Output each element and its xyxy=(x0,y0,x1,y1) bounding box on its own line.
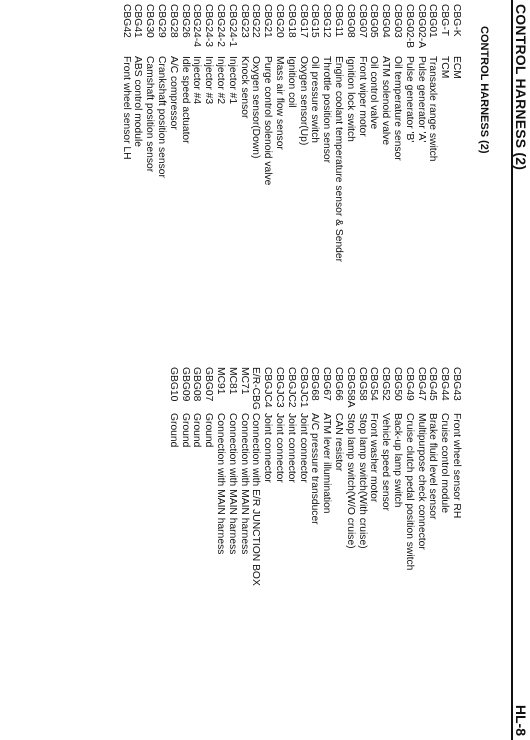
connector-description: Joint connector xyxy=(297,413,309,483)
connector-description: CAN resistor xyxy=(333,413,345,472)
connector-row xyxy=(297,4,309,344)
connector-code: CBGJC2 xyxy=(285,367,297,408)
connector-description: Engine coolant temperature sensor & Sender xyxy=(333,56,345,263)
connector-row xyxy=(450,4,462,344)
connector-description: Oil temperature sensor xyxy=(392,56,404,161)
connector-description: Front wheel sensor LH xyxy=(120,56,132,160)
connector-row xyxy=(450,367,462,737)
connector-row xyxy=(285,367,297,737)
connector-code: CBG44 xyxy=(439,367,451,401)
connector-description: ECM xyxy=(451,56,462,79)
connector-description: Throttle position sensor xyxy=(321,56,333,164)
connector-code: CBG12 xyxy=(321,4,333,38)
connector-row xyxy=(438,4,450,344)
connector-code: CBG30 xyxy=(144,4,156,38)
connector-description: Stop lamp switch(W/O cruise) xyxy=(344,413,356,549)
connector-row xyxy=(250,4,262,344)
connector-row xyxy=(297,367,309,737)
connector-code: CBG43 xyxy=(451,367,462,401)
connector-row xyxy=(202,367,214,737)
connector-row xyxy=(403,367,415,737)
connector-description: Ground xyxy=(167,413,179,448)
connector-description: Multipurpose check connector xyxy=(415,413,427,550)
connector-code: CBG58 xyxy=(356,367,368,401)
connector-row xyxy=(214,367,226,737)
connector-row xyxy=(379,367,391,737)
connector-code: CBG29 xyxy=(156,4,168,38)
connector-row xyxy=(344,4,356,344)
connector-row xyxy=(132,4,144,344)
connector-description: Injector #1 xyxy=(226,56,238,105)
connector-row xyxy=(332,367,344,737)
connector-code: CBG67 xyxy=(321,367,333,401)
connector-description: Mass air flow sensor xyxy=(274,56,286,150)
connector-row xyxy=(320,4,332,344)
connector-description: Transaxle range switch xyxy=(427,56,439,162)
connector-code: CBG45 xyxy=(427,367,439,401)
connector-row xyxy=(143,4,155,344)
connector-code: GBG10 xyxy=(167,367,179,402)
connector-code: CBG20 xyxy=(274,4,286,38)
connector-description: Injector #4 xyxy=(191,56,203,105)
connector-description: ATM lever illumination xyxy=(321,413,333,514)
connector-row xyxy=(309,367,321,737)
connector-code: CBG49 xyxy=(403,367,415,401)
connector-row xyxy=(238,367,250,737)
connector-code: CBG42 xyxy=(120,4,132,38)
connector-code: CBG-T xyxy=(439,4,451,37)
connector-description: Cruise control module xyxy=(439,413,451,514)
connector-description: Front wiper motor xyxy=(356,56,368,137)
connector-description: Joint connector xyxy=(262,413,274,483)
connector-description: Stop lamp switch(With cruise) xyxy=(356,413,368,549)
connector-code: CBG58A xyxy=(344,367,356,408)
connector-description: A/C compressor xyxy=(167,56,179,130)
connector-code: CBG23 xyxy=(238,4,250,38)
connector-code: CBG41 xyxy=(132,4,144,38)
connector-code: CBG18 xyxy=(285,4,297,38)
connector-row xyxy=(202,4,214,344)
connector-code: CBG07 xyxy=(356,4,368,38)
connector-description: Oxygen sensor(Down) xyxy=(250,56,262,159)
connector-code: MC81 xyxy=(226,367,238,395)
connector-code: CBG22 xyxy=(250,4,262,38)
connector-row xyxy=(167,4,179,344)
connector-row xyxy=(273,367,285,737)
connector-description: Pulse generator 'A' xyxy=(415,56,427,143)
connector-code: CBG08 xyxy=(344,4,356,38)
connector-row xyxy=(285,4,297,344)
connector-row xyxy=(379,4,391,344)
connector-row xyxy=(368,4,380,344)
connector-row xyxy=(191,367,203,737)
connector-code: CBG24-2 xyxy=(215,4,227,47)
connector-description: Oil pressure switch xyxy=(309,56,321,143)
connector-description: ATM solenoid valve xyxy=(380,56,392,146)
connector-description: Cruise clutch pedal position switch xyxy=(403,413,415,571)
connector-code: CBG24-4 xyxy=(191,4,203,47)
connector-description: Front washer motor xyxy=(368,413,380,503)
connector-code: CBG05 xyxy=(368,4,380,38)
connector-row xyxy=(344,367,356,737)
section-title: CONTROL HARNESS (2) xyxy=(478,26,490,154)
connector-row xyxy=(167,367,179,737)
connector-row xyxy=(403,4,415,344)
connector-row xyxy=(261,4,273,344)
connector-row xyxy=(320,367,332,737)
connector-description: A/C pressure transducer xyxy=(309,413,321,525)
connector-code: CBG68 xyxy=(309,367,321,401)
connector-code: CBG24-3 xyxy=(203,4,215,47)
connector-code: CBG11 xyxy=(333,4,345,38)
connector-code: GBG09 xyxy=(179,367,191,402)
connector-row xyxy=(415,4,427,344)
connector-row xyxy=(273,4,285,344)
connector-row xyxy=(391,4,403,344)
connector-row xyxy=(391,367,403,737)
connector-code: CBG50 xyxy=(392,367,404,401)
connector-code: GBG08 xyxy=(191,367,203,402)
connector-row xyxy=(214,4,226,344)
connector-row xyxy=(155,4,167,344)
connector-row xyxy=(261,367,273,737)
connector-description: Injector #2 xyxy=(215,56,227,105)
connector-row xyxy=(179,4,191,344)
connector-description: Purge control solenoid valve xyxy=(262,56,274,186)
connector-code: CBGJC1 xyxy=(297,367,309,408)
connector-code: GBG07 xyxy=(203,367,215,402)
connector-code: CBG17 xyxy=(297,4,309,38)
connector-description: Ground xyxy=(203,413,215,448)
connector-row xyxy=(415,367,427,737)
connector-code: CBG04 xyxy=(380,4,392,38)
connector-row xyxy=(368,367,380,737)
connector-code: CBG24-1 xyxy=(226,4,238,47)
connector-row xyxy=(179,367,191,737)
header-rule xyxy=(511,0,513,740)
connector-code: CBG52 xyxy=(380,367,392,401)
connector-code: CBG47 xyxy=(415,367,427,401)
connector-description: Ignition coil xyxy=(285,56,297,108)
connector-code: CBG26 xyxy=(179,4,191,38)
connector-description: Ground xyxy=(191,413,203,448)
connector-code: CBG02-B xyxy=(403,4,415,49)
connector-code: CBG66 xyxy=(333,367,345,401)
connector-description: Camshaft position sensor xyxy=(144,56,156,173)
connector-code: CBG54 xyxy=(368,367,380,401)
connector-code: E/R-CBG xyxy=(250,367,262,410)
connector-code: CBGJC4 xyxy=(262,367,274,408)
connector-description: Connection with E/R JUNCTION BOX xyxy=(250,413,262,586)
connector-code: CBG02-A xyxy=(415,4,427,49)
connector-row xyxy=(356,4,368,344)
connector-description: Joint connector xyxy=(274,413,286,483)
connector-row xyxy=(250,367,262,737)
connector-row xyxy=(309,4,321,344)
connector-list-right xyxy=(167,367,462,737)
connector-description: Brake fluid level sensor xyxy=(427,413,439,520)
connector-description: Ground xyxy=(179,413,191,448)
connector-description: Crankshaft position sensor xyxy=(156,56,168,178)
connector-row xyxy=(427,4,439,344)
connector-code: CBG15 xyxy=(309,4,321,38)
connector-row xyxy=(120,4,132,344)
connector-description: Knock sensor xyxy=(238,56,250,119)
connector-description: TCM xyxy=(439,56,451,79)
connector-row xyxy=(438,367,450,737)
connector-description: Pulse generator 'B' xyxy=(403,56,415,143)
connector-description: Ignition lock switch xyxy=(344,56,356,142)
connector-description: Back-up lamp switch xyxy=(392,413,404,508)
connector-row xyxy=(226,4,238,344)
connector-description: Vehicle speed sensor xyxy=(380,413,392,511)
connector-code: CBGJC3 xyxy=(274,367,286,408)
connector-description: Joint connector xyxy=(285,413,297,483)
connector-description: Idle speed actuator xyxy=(179,56,191,144)
connector-code: MC71 xyxy=(238,367,250,395)
connector-code: CBG03 xyxy=(392,4,404,38)
connector-description: Connection with MAIN harness xyxy=(238,413,250,555)
connector-list-left xyxy=(120,4,462,344)
connector-row xyxy=(332,4,344,344)
connector-code: CBG-K xyxy=(451,4,462,37)
connector-row xyxy=(238,4,250,344)
connector-row xyxy=(356,367,368,737)
connector-row xyxy=(191,4,203,344)
connector-description: Connection with MAIN harness xyxy=(215,413,227,555)
connector-description: ABS control module xyxy=(132,56,144,148)
connector-description: Oxygen sensor(Up) xyxy=(297,56,309,146)
connector-description: Injector #3 xyxy=(203,56,215,105)
connector-description: Oil control valve xyxy=(368,56,380,130)
connector-description: Connection with MAIN harness xyxy=(226,413,238,555)
connector-description: Front wheel sensor RH xyxy=(451,413,462,519)
connector-code: CBG28 xyxy=(167,4,179,38)
connector-code: CBG01 xyxy=(427,4,439,38)
page-title: CONTROL HARNESS (2) xyxy=(513,4,529,171)
connector-row xyxy=(427,367,439,737)
connector-row xyxy=(226,367,238,737)
connector-code: CBG21 xyxy=(262,4,274,38)
page-number: HL-8 xyxy=(513,704,529,736)
connector-code: MC91 xyxy=(215,367,227,395)
